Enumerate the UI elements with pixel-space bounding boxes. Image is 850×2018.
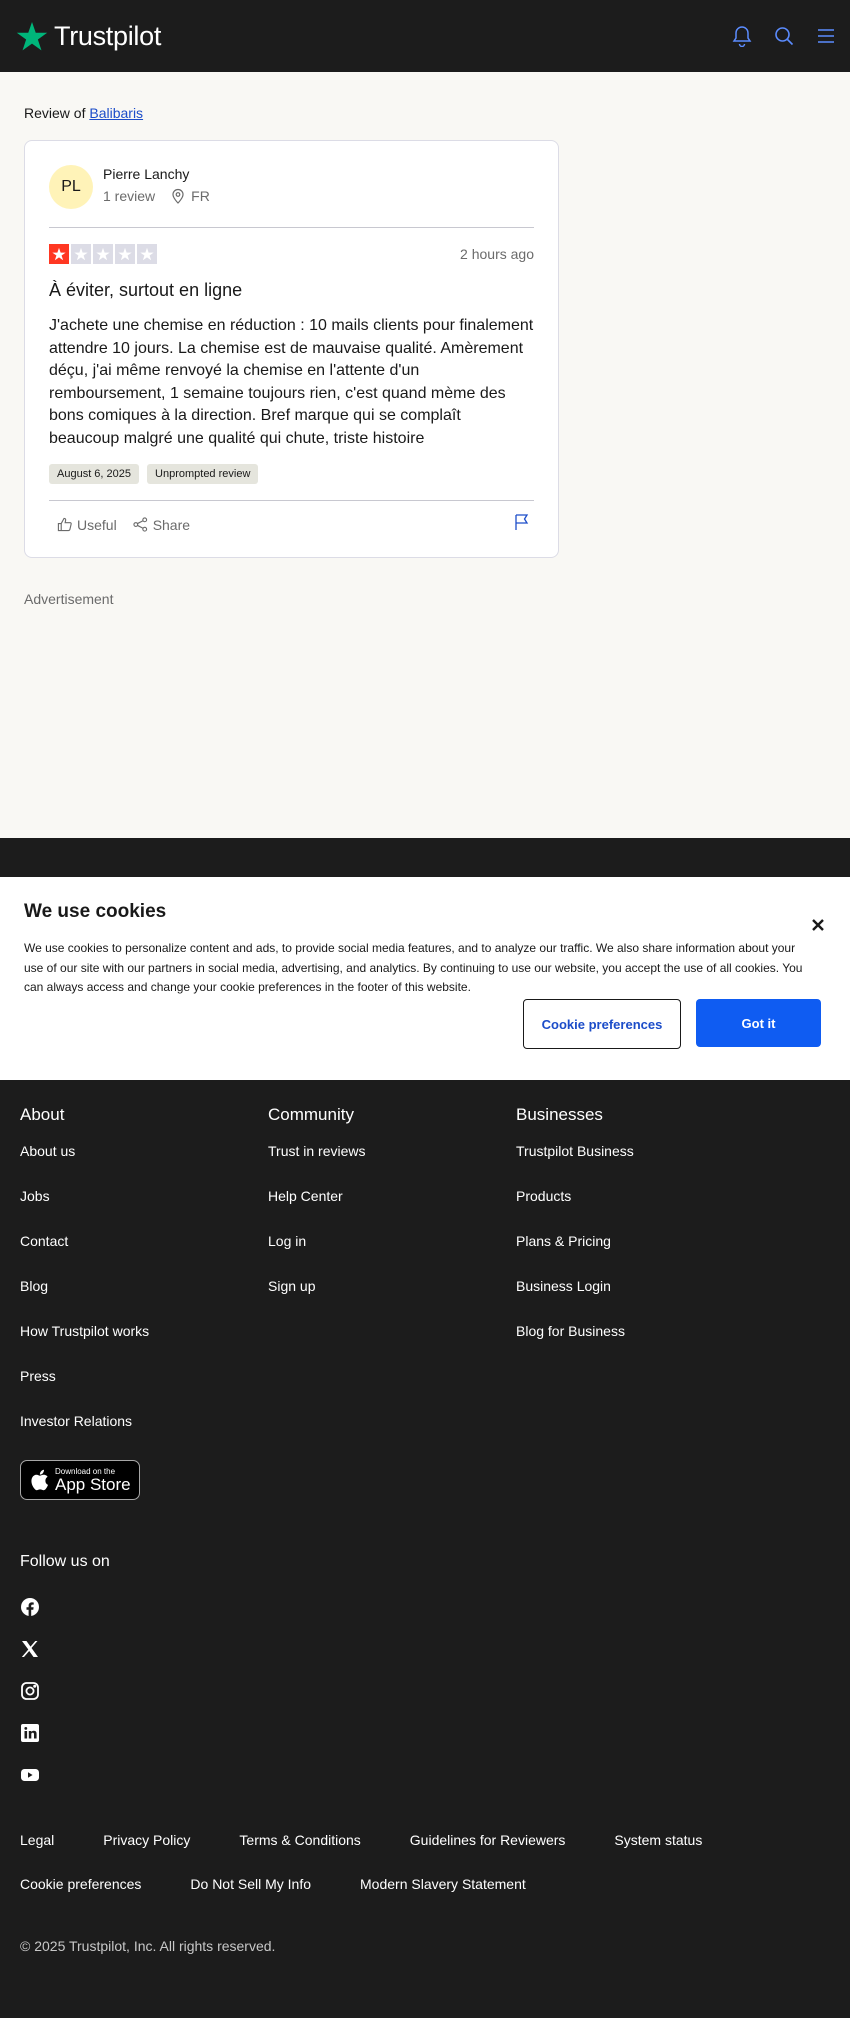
menu-icon[interactable] (812, 22, 840, 50)
footer-community-link[interactable]: Trust in reviews (268, 1143, 366, 1159)
cookie-title: We use cookies (24, 901, 167, 922)
x-icon[interactable] (20, 1639, 40, 1659)
business-link[interactable]: Balibaris (89, 105, 144, 121)
reviewer (49, 165, 534, 209)
footer-businesses-link[interactable]: Trustpilot Business (516, 1143, 634, 1159)
legal-link[interactable]: Terms & Conditions (239, 1832, 361, 1848)
footer-link-list (20, 1143, 149, 1458)
legal-link[interactable]: Do Not Sell My Info (190, 1876, 312, 1892)
footer-businesses-link[interactable]: Plans & Pricing (516, 1233, 611, 1249)
footer-about-link[interactable]: How Trustpilot works (20, 1323, 150, 1339)
flag-icon[interactable] (510, 509, 534, 540)
legal-links-row (20, 1876, 526, 1892)
footer-heading: Businesses (516, 1105, 603, 1124)
site-header (0, 0, 850, 72)
legal-link[interactable]: Guidelines for Reviewers (409, 1832, 566, 1848)
cookie-preferences-button[interactable]: Cookie preferences (523, 999, 681, 1049)
footer-about-link[interactable]: Press (20, 1368, 56, 1384)
facebook-icon[interactable] (20, 1597, 40, 1617)
trustpilot-logo[interactable] (16, 20, 161, 52)
review-of-prefix: Review of (24, 105, 86, 121)
star-icon (137, 244, 157, 264)
app-store-name: App Store (55, 1474, 131, 1494)
card-divider (49, 227, 534, 228)
star-icon (115, 244, 135, 264)
star-icon (49, 244, 69, 264)
footer-businesses (516, 1105, 634, 1368)
legal-link[interactable]: Legal (20, 1832, 55, 1848)
footer-heading: Community (268, 1105, 354, 1124)
footer-about-link[interactable]: Contact (20, 1233, 69, 1249)
star-rating (49, 244, 157, 264)
footer-businesses-link[interactable]: Business Login (516, 1278, 611, 1294)
app-store-badge[interactable] (20, 1460, 140, 1500)
legal-links-row (20, 1832, 702, 1848)
reviewer-location (171, 188, 210, 204)
thumbs-up-icon (57, 517, 72, 532)
legal-link[interactable]: Privacy Policy (103, 1832, 191, 1848)
star-logo-icon (16, 20, 48, 52)
review-type-tag[interactable]: Unprompted review (147, 464, 258, 484)
reviewer-info (103, 165, 210, 204)
date-of-experience-tag: August 6, 2025 (49, 464, 139, 484)
app-store-caption: Download on the (55, 1466, 116, 1476)
footer-about (20, 1105, 149, 1458)
share-label: Share (152, 516, 191, 533)
reviewer-name[interactable]: Pierre Lanchy (103, 166, 190, 182)
footer-community-link[interactable]: Log in (268, 1233, 307, 1249)
review-body: J'achete une chemise en réduction : 10 mails clients pour finalement attendre 10 jours. La chemise est de mauvaise qualité. Amèrement déçu, j'ai même renvoyé la chemise en l'attente d'un remboursement, 1 semaine toujours rien, c'est quand mème des bons comiques à la direction. Bref marque qui se complaît beaucoup malgré une qualité qui chute, triste histoire (49, 317, 534, 447)
rating-row (49, 244, 534, 264)
reviewer-meta (103, 188, 210, 204)
footer-about-link[interactable]: Jobs (20, 1188, 50, 1204)
header-actions (728, 22, 840, 50)
footer-link-list (516, 1143, 634, 1368)
share-button[interactable] (125, 511, 198, 539)
footer-about-link[interactable]: Blog (20, 1278, 49, 1294)
bell-icon[interactable] (728, 22, 756, 50)
share-icon (133, 517, 148, 532)
copyright: © 2025 Trustpilot, Inc. All rights reserved. (20, 1938, 276, 1954)
avatar[interactable]: PL (49, 165, 93, 209)
review-actions (49, 509, 534, 540)
footer-community-link[interactable]: Help Center (268, 1188, 343, 1204)
instagram-icon[interactable] (20, 1681, 40, 1701)
country-code: FR (191, 188, 210, 204)
footer-about-link[interactable]: Investor Relations (20, 1413, 133, 1429)
close-icon[interactable] (810, 917, 826, 933)
review-count: 1 review (103, 188, 156, 204)
useful-label: Useful (77, 516, 117, 533)
review-of-line (24, 105, 143, 121)
advertisement-label: Advertisement (24, 591, 114, 607)
footer-heading: About (20, 1105, 65, 1124)
review-time-ago: 2 hours ago (460, 246, 534, 262)
footer-community-link[interactable]: Sign up (268, 1278, 316, 1294)
youtube-icon[interactable] (20, 1765, 40, 1785)
brand-name: Trustpilot (54, 20, 162, 51)
linkedin-icon[interactable] (20, 1723, 40, 1743)
footer-businesses-link[interactable]: Products (516, 1188, 572, 1204)
legal-link[interactable]: Modern Slavery Statement (360, 1876, 526, 1892)
follow-us-label: Follow us on (20, 1553, 110, 1570)
location-pin-icon (171, 188, 185, 204)
footer-community (268, 1105, 366, 1323)
review-card (24, 140, 559, 558)
review-tags (49, 464, 534, 484)
cookie-banner (0, 877, 850, 1080)
search-icon[interactable] (770, 22, 798, 50)
legal-link[interactable]: Cookie preferences (20, 1876, 142, 1892)
footer-businesses-link[interactable]: Blog for Business (516, 1323, 625, 1339)
cookie-text: We use cookies to personalize content and ads, to provide social media features, and to analyze our traffic. We also share information about your use of our site with our partners in social media, advertising, and analytics. By continuing to use our website, you accept the use of all cookies. You can always access and change your cookie preferences in the footer of this website. (24, 941, 803, 994)
apple-icon (29, 1468, 49, 1492)
review-title[interactable]: À éviter, surtout en ligne (49, 280, 243, 300)
accept-cookies-button[interactable]: Got it (696, 999, 821, 1047)
footer-link-list (268, 1143, 366, 1323)
useful-button[interactable] (49, 511, 125, 539)
app-store-text (55, 1467, 131, 1494)
footer-about-link[interactable]: About us (20, 1143, 76, 1159)
star-icon (71, 244, 91, 264)
card-divider (49, 500, 534, 501)
star-icon (93, 244, 113, 264)
legal-link[interactable]: System status (614, 1832, 703, 1848)
